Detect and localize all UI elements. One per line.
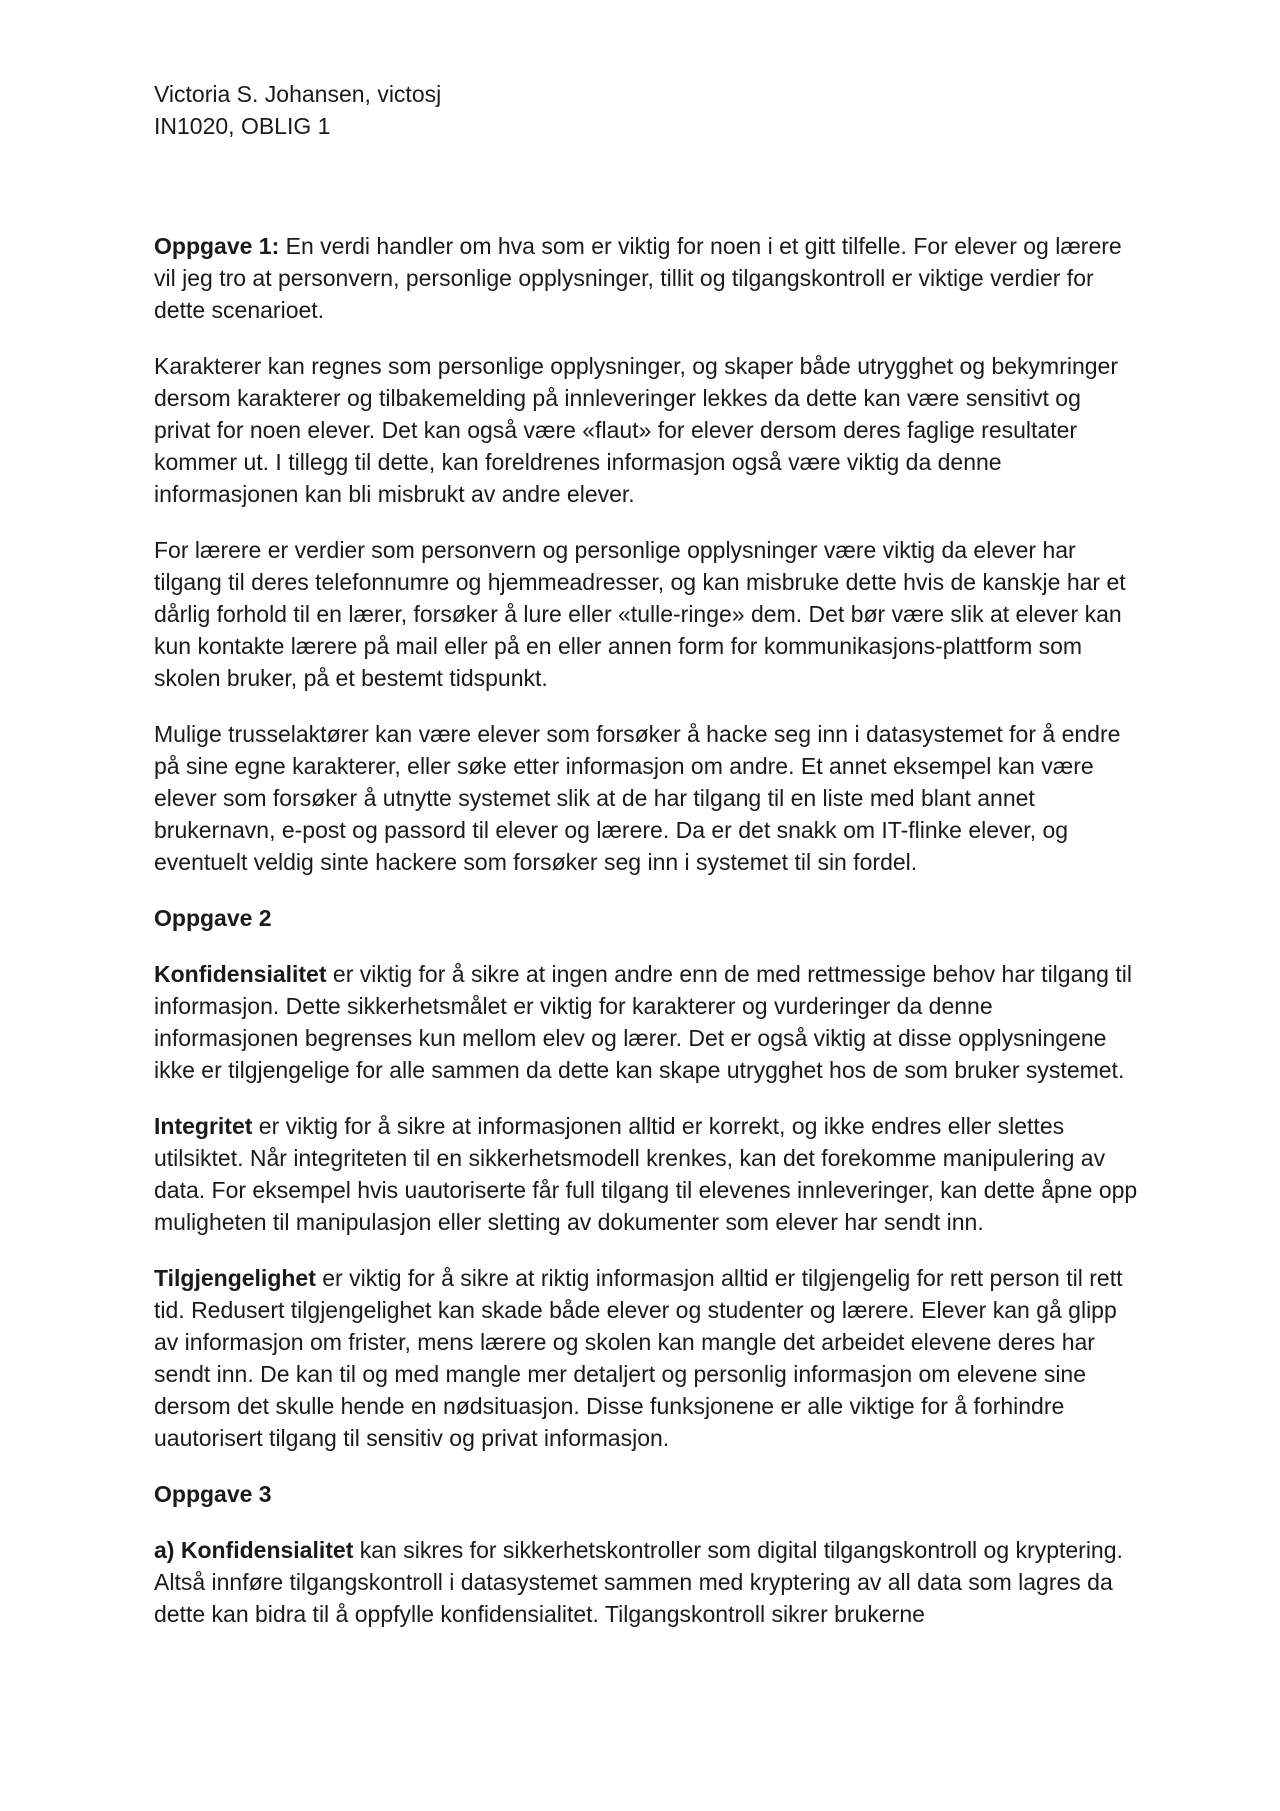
oppgave3-a-paragraph <box>154 1534 1138 1630</box>
oppgave1-paragraph-4: Mulige trusselaktører kan være elever som forsøker å hacke seg inn i datasystemet for å endre på sine egne karakterer, eller søke etter informasjon om andre. Et annet eksempel kan være elever som forsøker å utnytte systemet slik at de har tilgang til en liste med blant annet brukernavn, e-post og passord til elever og lærere. Da er det snakk om IT-flinke elever, og eventuelt veldig sinte hackere som forsøker seg inn i systemet til sin fordel. <box>154 721 1121 875</box>
course-line: IN1020, OBLIG 1 <box>154 113 331 139</box>
oppgave1-paragraph-2: Karakterer kan regnes som personlige opplysninger, og skaper både utrygghet og bekymringer dersom karakterer og tilbakemelding på innleveringer lekkes da dette kan være sensitivt og privat for noen elever. Det kan også være «flaut» for elever dersom deres faglige resultater kommer ut. I tillegg til dette, kan foreldrenes informasjon også være viktig da denne informasjonen kan bli misbrukt av andre elever. <box>154 353 1119 507</box>
oppgave1-intro-paragraph <box>154 230 1138 326</box>
oppgave1-paragraph-3: For lærere er verdier som personvern og personlige opplysninger være viktig da elever har tilgang til deres telefonnumre og hjemmeadresser, og kan misbruke dette hvis de kanskje har et dårlig forhold til en lærer, forsøker å lure eller «tulle-ringe» dem. Det bør være slik at elever kan kun kontakte lærere på mail eller på en eller annen form for kommunikasjons-plattform som skolen bruker, på et bestemt tidspunkt. <box>154 537 1126 691</box>
tilgjengelighet-paragraph <box>154 1262 1138 1454</box>
konfidensialitet-paragraph <box>154 958 1138 1086</box>
oppgave2-heading: Oppgave 2 <box>154 905 272 931</box>
oppgave1-intro-text: En verdi handler om hva som er viktig for noen i et gitt tilfelle. For elever og lærere vil jeg tro at personvern, personlige opplysninger, tillit og tilgangskontroll er viktige verdier for dette scenarioet. <box>154 233 1122 323</box>
integritet-term: Integritet <box>154 1113 253 1139</box>
integritet-paragraph <box>154 1110 1138 1238</box>
integritet-text: er viktig for å sikre at informasjonen alltid er korrekt, og ikke endres eller slettes utilsiktet. Når integriteten til en sikkerhetsmodell krenkes, kan det forekomme manipulering av data. For eksempel hvis uautoriserte får full tilgang til elevenes innleveringer, kan dette åpne opp muligheten til manipulasjon eller sletting av dokumenter som elever har sendt inn. <box>154 1113 1138 1235</box>
oppgave3-heading: Oppgave 3 <box>154 1481 272 1507</box>
document-content <box>154 78 1138 1654</box>
document-header <box>154 78 1138 142</box>
konfidensialitet-text: er viktig for å sikre at ingen andre enn de med rettmessige behov har tilgang til informasjon. Dette sikkerhetsmålet er viktig for karakterer og vurderinger da denne informasjonen begrenses kun mellom elev og lærer. Det er også viktig at disse opplysningene ikke er tilgjengelige for alle sammen da dette kan skape utrygghet hos de som bruker systemet. <box>154 961 1132 1083</box>
author-line: Victoria S. Johansen, victosj <box>154 81 442 107</box>
oppgave3-a-term: a) Konfidensialitet <box>154 1537 354 1563</box>
oppgave1-label: Oppgave 1: <box>154 233 280 259</box>
tilgjengelighet-text: er viktig for å sikre at riktig informasjon alltid er tilgjengelig for rett person til rett tid. Redusert tilgjengelighet kan skade både elever og studenter og lærere. Elever kan gå glipp av informasjon om frister, mens lærere og skolen kan mangle det arbeidet elevene deres har sendt inn. De kan til og med mangle mer detaljert og personlig informasjon om elevene sine dersom det skulle hende en nødsituasjon. Disse funksjonene er alle viktige for å forhindre uautorisert tilgang til sensitiv og privat informasjon. <box>154 1265 1123 1451</box>
konfidensialitet-term: Konfidensialitet <box>154 961 327 987</box>
oppgave3-a-text: kan sikres for sikkerhetskontroller som digital tilgangskontroll og kryptering. Altså innføre tilgangskontroll i datasystemet sammen med kryptering av all data som lagres da dette kan bidra til å oppfylle konfidensialitet. Tilgangskontroll sikrer brukerne <box>154 1537 1123 1627</box>
tilgjengelighet-term: Tilgjengelighet <box>154 1265 316 1291</box>
